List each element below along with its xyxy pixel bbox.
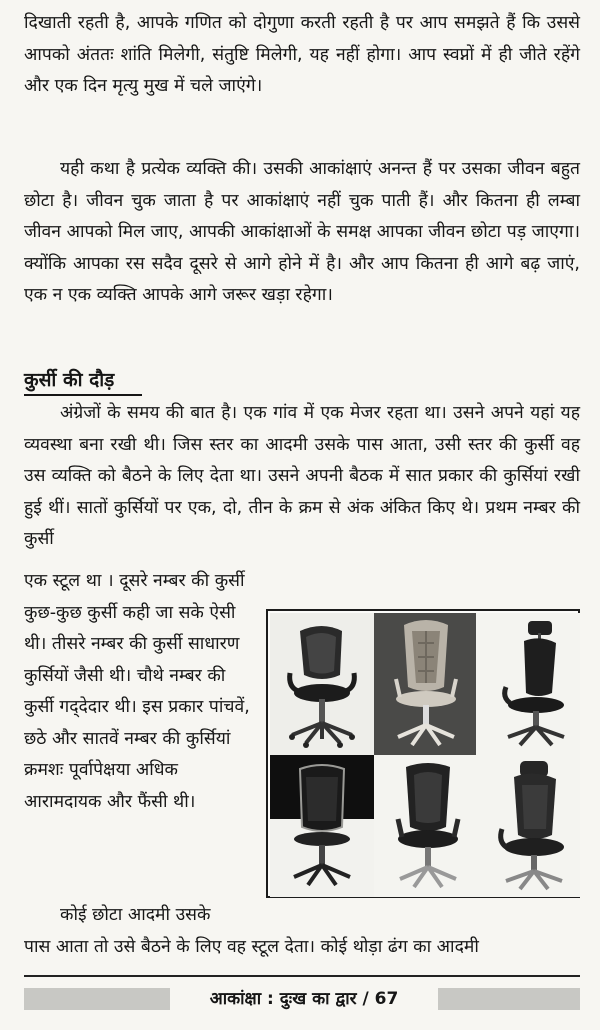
chair-photo-4 xyxy=(270,755,374,897)
paragraph-2 xyxy=(24,154,580,312)
chair-photo-5 xyxy=(374,755,478,897)
footer-rule xyxy=(24,975,580,977)
footer-bar-left xyxy=(24,988,170,1010)
chair-photo-3 xyxy=(476,613,580,755)
chair-photo-2 xyxy=(374,613,478,755)
heading-underline xyxy=(24,394,142,396)
paragraph-3-text: अंग्रेजों के समय की बात है। एक गांव में एक मेजर रहता था। उसने अपने यहां यह व्यवस्था बना रखी थी। जिस स्तर का आदमी उसके पास आता, उसी स्तर की कुर्सी वह उस व्यक्ति को बैठने के लिए देता था। उसने अपनी बैठक में सात प्रकार की कुर्सियां रखी हुई थीं। सातों कुर्सियों पर एक, दो, तीन के क्रम से अंक अंकित किए थे। प्रथम नम्बर की कुर्सी xyxy=(24,403,580,549)
chairs-photo-grid xyxy=(266,609,580,898)
chair-photo-1 xyxy=(270,613,374,755)
running-footer: आकांक्षा : दुःख का द्वार / 67 xyxy=(209,989,399,1009)
executive-chair-icon xyxy=(476,755,580,897)
black-frame-chair-icon xyxy=(270,755,374,897)
office-chair-icon xyxy=(270,613,374,755)
mesh-back-chair-icon xyxy=(374,613,478,755)
paragraph-4-line-1: कोई छोटा आदमी उसके xyxy=(60,905,211,925)
paragraph-1-text: दिखाती रहती है, आपके गणित को दोगुणा करती रहती है पर आप समझते हैं कि उससे आपको अंततः शांति मिलेगी, संतुष्टि मिलेगी, यह नहीं होगा। आप स्वप्नों में ही जीते रहेंगे और एक दिन मृत्यु मुख में चले जाएंगे। xyxy=(24,13,580,96)
paragraph-3-wrapped-text: एक स्टूल था । दूसरे नम्बर की कुर्सी कुछ-कुछ कुर्सी कही जा सके ऐसी थी। तीसरे नम्बर की कुर्सी साधारण कुर्सियों जैसी थी। चौथे नम्बर की कुर्सी गद्‌देदार थी। इस प्रकार पांचवें, छठे और सातवें नम्बर की कुर्सियां क्रमशः पूर्वापेक्षया अधिक आरामदायक और फैंसी थी। xyxy=(24,571,250,812)
leather-chair-icon xyxy=(374,755,478,897)
paragraph-4-line-2: पास आता तो उसे बैठने के लिए वह स्टूल देता। कोई थोड़ा ढंग का आदमी xyxy=(24,937,479,957)
chair-photo-6 xyxy=(476,755,580,897)
headrest-chair-icon xyxy=(476,613,580,755)
section-heading: कुर्सी की दौड़ xyxy=(24,369,115,391)
footer-bar-right xyxy=(438,988,580,1010)
paragraph-1 xyxy=(24,8,580,103)
paragraph-3 xyxy=(24,398,580,556)
paragraph-3-wrapped xyxy=(24,566,260,818)
paragraph-2-text: यही कथा है प्रत्येक व्यक्ति की। उसकी आकांक्षाएं अनन्त हैं पर उसका जीवन बहुत छोटा है। जीवन चुक जाता है पर आकांक्षाएं नहीं चुक पाती हैं। और कितना ही लम्बा जीवन आपको मिल जाए, आपकी आकांक्षाओं के समक्ष आपका जीवन छोटा पड़ जाएगा। क्योंकि आपका रस सदैव दूसरे से आगे होने में है। और आप कितना ही आगे बढ़ जाएं, एक न एक व्यक्ति आपके आगे जरूर खड़ा रहेगा। xyxy=(24,159,580,305)
